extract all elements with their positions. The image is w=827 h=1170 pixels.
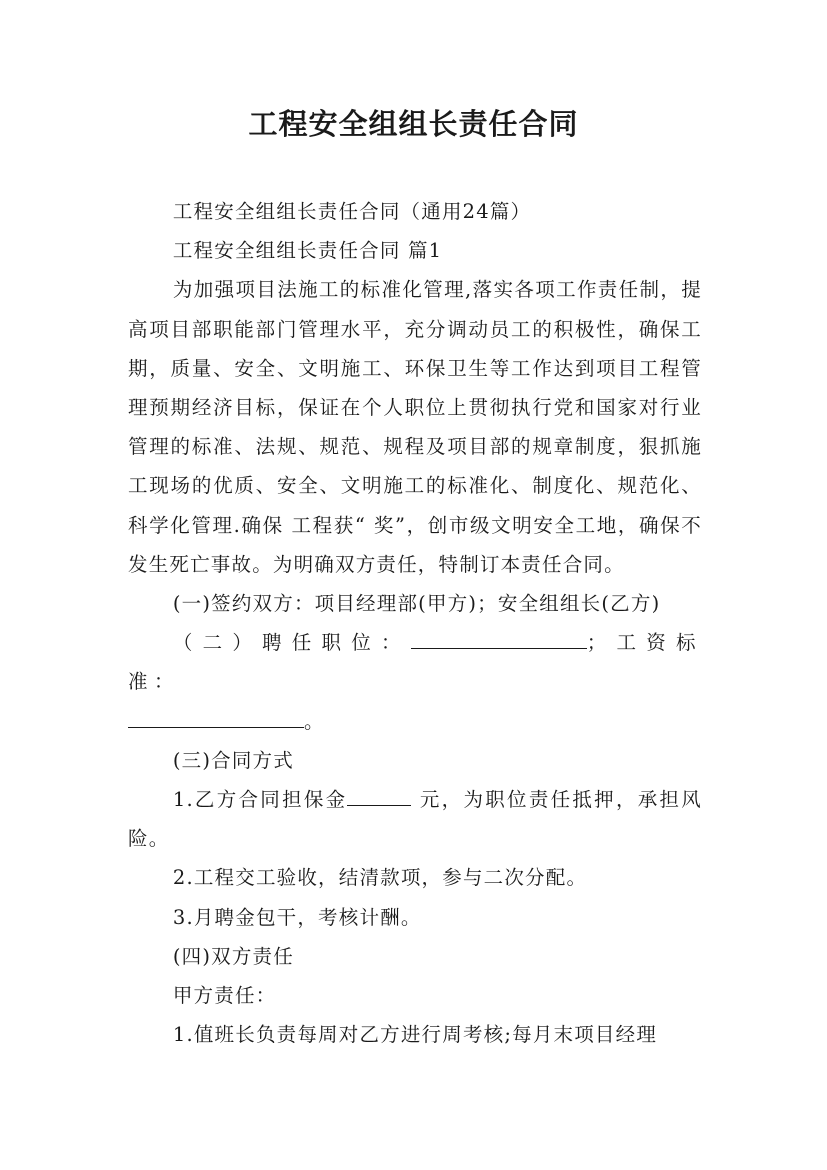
salary-label: ；工资标准： xyxy=(128,631,702,694)
paragraph-subtitle: 工程安全组组长责任合同（通用24篇） xyxy=(172,200,532,223)
deposit-label: 1.乙方合同担保金 xyxy=(172,788,348,812)
paragraph-monthly-pay: 3.月聘金包干，考核计酬。 xyxy=(172,905,422,929)
salary-blank xyxy=(128,706,304,727)
document-body xyxy=(128,192,702,1054)
deposit-blank xyxy=(347,785,411,806)
paragraph-deposit xyxy=(128,780,702,858)
paragraph-signing-parties: (一)签约双方：项目经理部(甲方)；安全组组长(乙方) xyxy=(172,592,661,616)
position-label: （二）聘任职位： xyxy=(172,631,411,655)
paragraph-position-salary xyxy=(128,623,702,701)
paragraph-party-a-duties: 甲方责任： xyxy=(172,984,277,1008)
document-title: 工程安全组组长责任合同 xyxy=(248,107,579,141)
position-blank xyxy=(411,628,587,649)
deposit-text: 元，为职位责任抵押，承担风险。 xyxy=(128,788,703,851)
paragraph-duty-1: 1.值班长负责每周对乙方进行周考核;每月末项目经理 xyxy=(172,1023,658,1047)
paragraph-salary-continuation xyxy=(128,702,702,741)
paragraph-preamble: 为加强项目法施工的标准化管理,落实各项工作责任制，提高项目部职能部门管理水平，充分调动员工的积极性，确保工期，质量、安全、文明施工、环保卫生等工作达到项目工程管理预期经济目标，保证在个人职位上贯彻执行党和国家对行业管理的标准、法规、规范、规程及项目部的规章制度，狠抓施工现场的优质、安全、文明施工的标准化、制度化、规范化、科学化管理.确保 工程获“ 奖”，创市级文明安全工地，确保不发生死亡事故。为明确双方责任，特制订本责任合同。 xyxy=(128,278,702,576)
paragraph-contract-method: (三)合同方式 xyxy=(172,748,294,772)
paragraph-section-heading: 工程安全组组长责任合同 篇1 xyxy=(172,239,443,263)
paragraph-responsibilities: (四)双方责任 xyxy=(172,944,294,968)
paragraph-acceptance: 2.工程交工验收，结清款项，参与二次分配。 xyxy=(172,866,588,890)
salary-end: 。 xyxy=(304,709,325,733)
